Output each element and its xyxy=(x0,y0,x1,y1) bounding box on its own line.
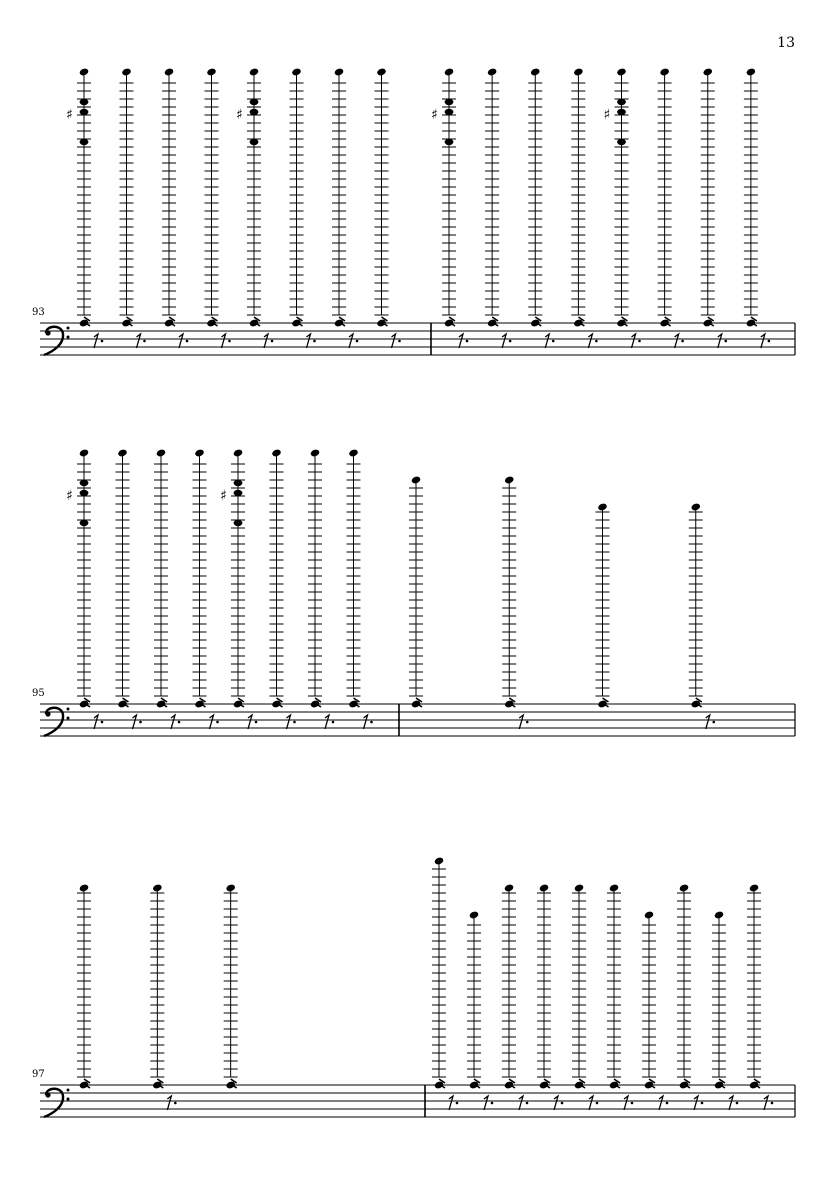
rest-icon xyxy=(519,715,528,729)
page-number: 13 xyxy=(777,35,795,51)
note xyxy=(116,448,130,708)
rest-icon xyxy=(210,715,219,729)
note xyxy=(677,883,691,1089)
note xyxy=(604,67,629,327)
note xyxy=(528,67,542,327)
rest-icon xyxy=(167,1096,176,1110)
note xyxy=(502,475,516,708)
rest-icon xyxy=(764,1096,773,1110)
note xyxy=(332,67,346,327)
note xyxy=(66,448,91,708)
note xyxy=(270,448,284,708)
rest-icon xyxy=(325,715,334,729)
note xyxy=(120,67,134,327)
rest-icon xyxy=(307,334,316,348)
rest-icon xyxy=(502,334,511,348)
note xyxy=(431,67,456,327)
system-93 xyxy=(32,67,795,355)
rest-icon xyxy=(137,334,146,348)
rest-icon xyxy=(449,1096,458,1110)
rest-icon xyxy=(459,334,468,348)
note xyxy=(744,67,758,327)
chord-cluster xyxy=(66,480,88,526)
rest-icon xyxy=(519,1096,528,1110)
chord-cluster xyxy=(220,480,242,526)
rest-icon xyxy=(545,334,554,348)
rest-icon xyxy=(392,334,401,348)
note xyxy=(236,67,261,327)
rest-icon xyxy=(364,715,373,729)
note xyxy=(572,883,586,1089)
rest-icon xyxy=(179,334,188,348)
note xyxy=(193,448,207,708)
rest-icon xyxy=(94,715,103,729)
rest-icon xyxy=(632,334,641,348)
note xyxy=(290,67,304,327)
rest-icon xyxy=(624,1096,633,1110)
sharp-icon: ♯ xyxy=(220,488,227,504)
measure-number: 93 xyxy=(32,307,45,318)
rest-icon xyxy=(287,715,296,729)
note xyxy=(485,67,499,327)
system-95 xyxy=(32,448,795,736)
note xyxy=(308,448,322,708)
rest-icon xyxy=(761,334,770,348)
note xyxy=(701,67,715,327)
note xyxy=(571,67,585,327)
rest-icon xyxy=(554,1096,563,1110)
rest-icon xyxy=(222,334,231,348)
note xyxy=(432,856,446,1089)
chord-cluster xyxy=(431,99,453,145)
note xyxy=(607,883,621,1089)
system-97 xyxy=(32,856,795,1117)
note xyxy=(747,883,761,1089)
note xyxy=(712,910,726,1089)
rest-icon xyxy=(718,334,727,348)
rest-icon xyxy=(589,1096,598,1110)
note xyxy=(205,67,219,327)
sharp-icon: ♯ xyxy=(603,107,611,123)
note xyxy=(689,502,703,708)
measure-number: 97 xyxy=(32,1069,45,1080)
rest-icon xyxy=(248,715,257,729)
sharp-icon: ♯ xyxy=(236,107,243,123)
rest-icon xyxy=(264,334,273,348)
note xyxy=(66,67,91,327)
rest-icon xyxy=(659,1096,668,1110)
sharp-icon: ♯ xyxy=(66,107,73,123)
rest-icon xyxy=(133,715,142,729)
sharp-icon: ♯ xyxy=(66,488,73,504)
rest-icon xyxy=(706,715,715,729)
note xyxy=(77,883,91,1089)
note xyxy=(596,502,610,708)
chord-cluster xyxy=(236,99,258,145)
systems xyxy=(32,67,795,1117)
note xyxy=(224,883,238,1089)
rest-icon xyxy=(588,334,597,348)
rest-icon xyxy=(694,1096,703,1110)
note xyxy=(150,883,164,1089)
note xyxy=(502,883,516,1089)
measure-number: 95 xyxy=(32,688,45,699)
rest-icon xyxy=(94,334,103,348)
note xyxy=(409,475,423,708)
note xyxy=(154,448,168,708)
note xyxy=(375,67,389,327)
note xyxy=(347,448,361,708)
note xyxy=(467,910,481,1089)
chord-cluster xyxy=(604,99,626,145)
rest-icon xyxy=(729,1096,738,1110)
note xyxy=(162,67,176,327)
rest-icon xyxy=(484,1096,493,1110)
rest-icon xyxy=(675,334,684,348)
note xyxy=(537,883,551,1089)
note xyxy=(220,448,245,708)
note xyxy=(658,67,672,327)
rest-icon xyxy=(171,715,180,729)
chord-cluster xyxy=(66,99,88,145)
sharp-icon: ♯ xyxy=(431,107,438,123)
note xyxy=(642,910,656,1089)
rest-icon xyxy=(349,334,358,348)
